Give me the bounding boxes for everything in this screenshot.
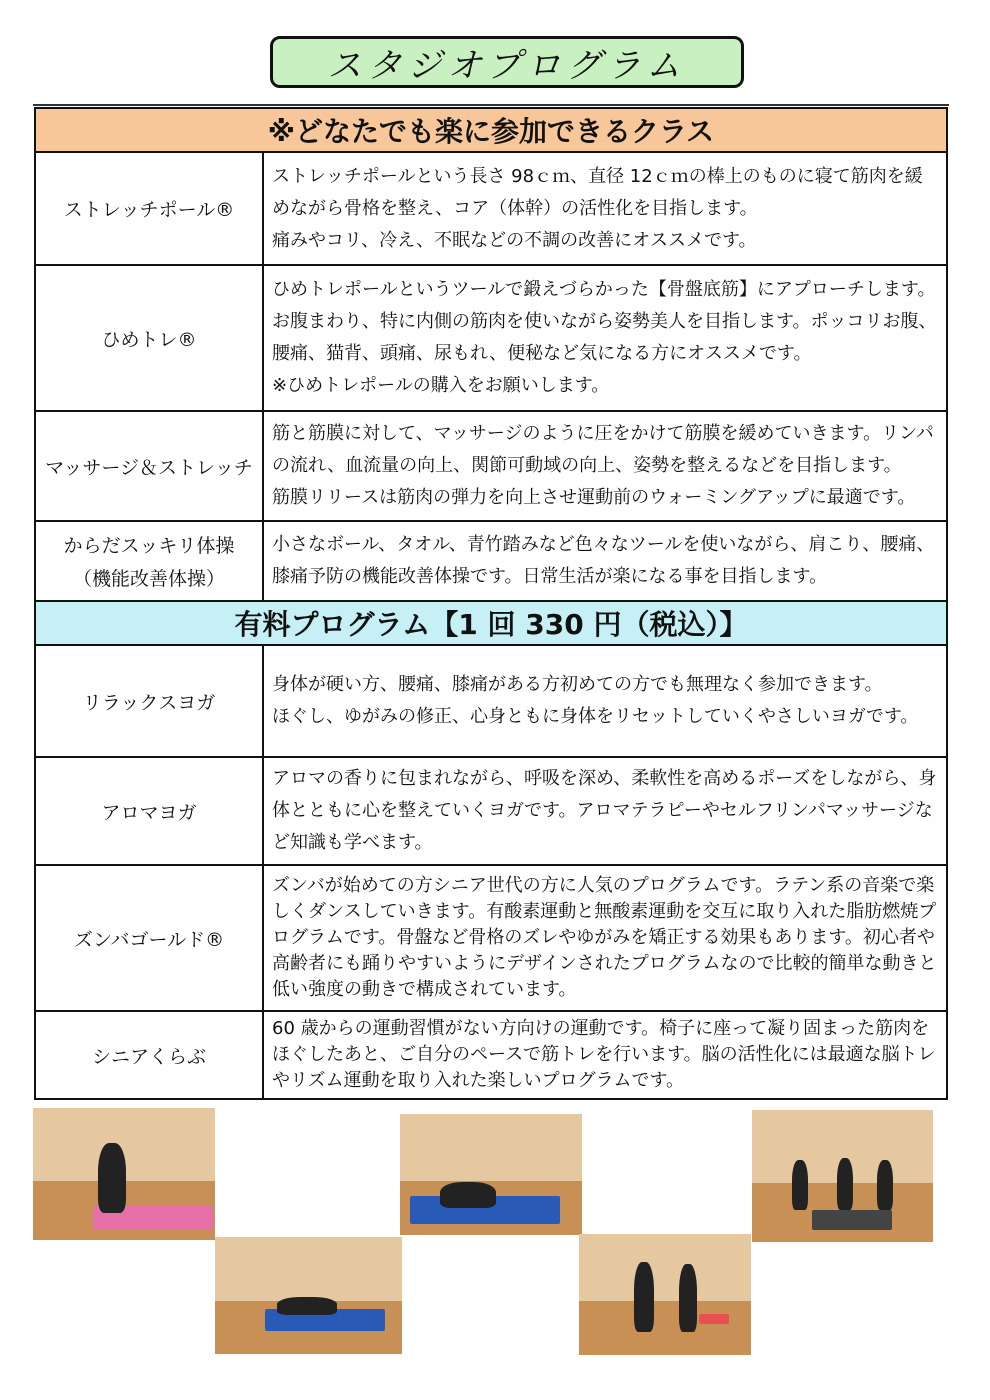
description-line: 小さなボール、タオル、青竹踏みなど色々なツールを使いながら、肩こり、腰痛、膝痛予防の機能改善体操です。日常生活が楽になる事を目指します。: [272, 534, 935, 587]
description-line: ほぐし、ゆがみの修正、心身ともに身体をリセットしていくやさしいヨガです。: [272, 706, 919, 727]
section-header-free: [35, 108, 947, 152]
program-table: [34, 107, 948, 1100]
standing-exercise-photo: [579, 1234, 751, 1355]
program-name: ストレッチポール®: [35, 152, 263, 265]
top-divider: [33, 104, 949, 106]
section-heading: ※どなたでも楽に参加できるクラス: [35, 108, 947, 152]
program-description: [263, 521, 947, 601]
section-header-paid: [35, 601, 947, 645]
description-line: ストレッチポールという長さ 98ｃｍ、直径 12ｃｍの棒上のものに寝て筋肉を緩めながら骨格を整え、コア（体幹）の活性化を目指します。: [272, 165, 923, 219]
floor-exercise-photo: [215, 1237, 402, 1354]
program-description: [263, 757, 947, 865]
page-title: スタジオプログラム: [327, 45, 687, 86]
photo-mat: [93, 1206, 213, 1230]
page-title-box: [270, 36, 744, 88]
table-row: [35, 411, 947, 521]
program-description: [263, 265, 947, 411]
program-description: [263, 411, 947, 521]
program-name: ひめトレ®: [35, 265, 263, 411]
program-name: マッサージ＆ストレッチ: [35, 411, 263, 521]
description-line: ※ひめトレポールの購入をお願いします。: [272, 375, 610, 396]
table-row: [35, 265, 947, 411]
photo-mat: [265, 1309, 385, 1331]
photo-mat: [699, 1314, 729, 1324]
program-name: [35, 521, 263, 601]
program-name: アロマヨガ: [35, 757, 263, 865]
yoga-pose-photo: [33, 1108, 215, 1240]
description-line: 身体が硬い方、腰痛、膝痛がある方初めての方でも無理なく参加できます。: [272, 674, 883, 695]
program-name: シニアくらぶ: [35, 1011, 263, 1099]
program-name-line: からだスッキリ体操: [63, 535, 235, 557]
table-row: [35, 645, 947, 757]
program-description: [263, 865, 947, 1011]
program-name-subline: （機能改善体操）: [72, 568, 225, 590]
program-description: [263, 152, 947, 265]
table-row: [35, 1011, 947, 1099]
table-row: [35, 865, 947, 1011]
chair-exercise-photo: [752, 1110, 933, 1242]
photo-mat: [410, 1196, 560, 1224]
table-row: [35, 757, 947, 865]
description-line: 筋膜リリースは筋肉の弾力を向上させ運動前のウォーミングアップに最適です。: [272, 487, 916, 508]
photo-mat: [812, 1210, 892, 1230]
program-name: リラックスヨガ: [35, 645, 263, 757]
section-heading: 有料プログラム【1 回 330 円（税込）】: [35, 601, 947, 645]
description-line: 60 歳からの運動習慣がない方向けの運動です。椅子に座って凝り固まった筋肉をほぐしたあと、ご自分のペースで筋トレを行います。脳の活性化には最適な脳トレやリズム運動を取り入れた楽しいプログラムです。: [272, 1018, 936, 1091]
table-row: [35, 521, 947, 601]
description-line: ひめトレポールというツールで鍛えづらかった【骨盤底筋】にアプローチします。お腹まわり、特に内側の筋肉を使いながら姿勢美人を目指します。ポッコリお腹、腰痛、猫背、頭痛、尿もれ、便秘など気になる方にオススメです。: [272, 279, 937, 364]
table-row: [35, 152, 947, 265]
program-description: [263, 1011, 947, 1099]
description-line: アロマの香りに包まれながら、呼吸を深め、柔軟性を高めるポーズをしながら、身体とともに心を整えていくヨガです。アロマテラピーやセルフリンパマッサージなど知識も学べます。: [272, 768, 937, 853]
program-name: ズンバゴールド®: [35, 865, 263, 1011]
program-description: [263, 645, 947, 757]
description-line: 痛みやコリ、冷え、不眠などの不調の改善にオススメです。: [272, 229, 757, 251]
stretch-pole-photo: [400, 1114, 582, 1235]
description-line: ズンバが始めての方シニア世代の方に人気のプログラムです。ラテン系の音楽で楽しくダンスしていきます。有酸素運動と無酸素運動を交互に取り入れた脂肪燃焼プログラムです。骨盤など骨格のズレやゆがみを矯正する効果もあります。初心者や高齢者にも踊りやすいようにデザインされたプログラムなので比較的簡単な動きと低い強度の動きで構成されています。: [272, 875, 937, 1000]
description-line: 筋と筋膜に対して、マッサージのように圧をかけて筋膜を緩めていきます。リンパの流れ、血流量の向上、関節可動域の向上、姿勢を整えるなどを目指します。: [272, 423, 934, 476]
